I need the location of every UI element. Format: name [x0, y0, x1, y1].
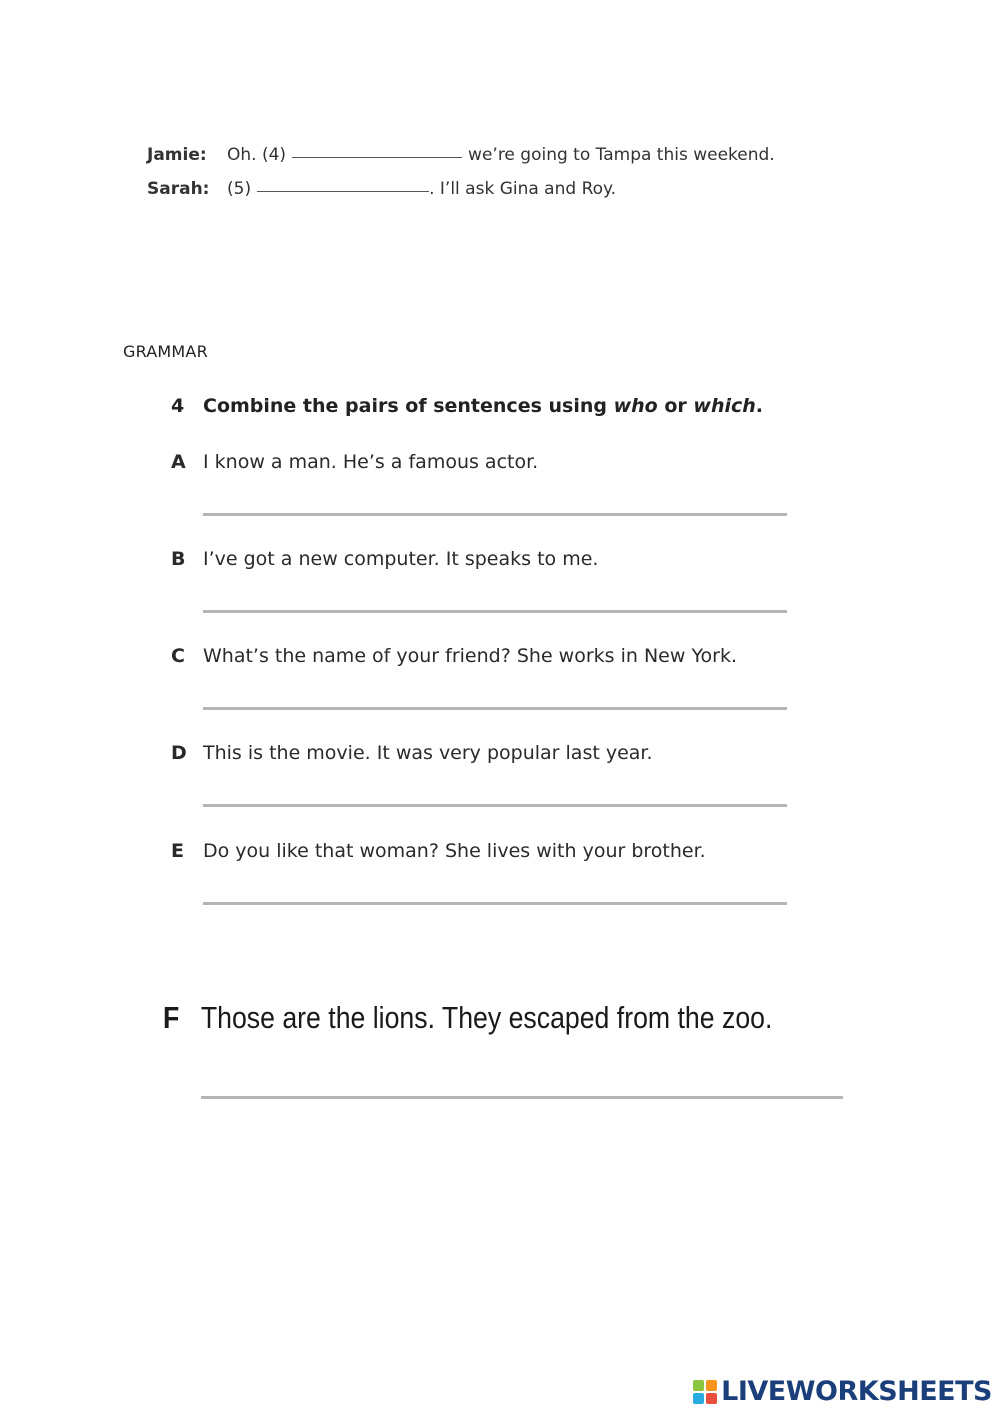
- section-label: GRAMMAR: [123, 342, 208, 361]
- item-text: Those are the lions. They escaped from the zoo.: [200, 1000, 773, 1035]
- liveworksheets-brand: [693, 1376, 992, 1407]
- item-letter: F: [163, 1000, 180, 1035]
- exercise-item-a: [171, 451, 538, 473]
- answer-line-a[interactable]: [203, 513, 787, 516]
- answer-line-f[interactable]: [201, 1096, 843, 1099]
- dialog-line-sarah: [147, 179, 616, 199]
- dialog-text: we’re going to Tampa this weekend.: [468, 145, 775, 165]
- item-text: I know a man. He’s a famous actor.: [203, 451, 539, 473]
- instruction-keyword-which: which: [693, 395, 756, 417]
- exercise-item-e: [171, 840, 706, 862]
- speaker-name: Jamie:: [147, 145, 207, 165]
- exercise-number: 4: [171, 395, 185, 417]
- logo-tile-red: [706, 1393, 717, 1404]
- exercise-item-d: [171, 742, 653, 764]
- item-text: Do you like that woman? She lives with your brother.: [203, 840, 706, 862]
- exercise-item-f: [163, 1000, 772, 1036]
- instruction-text: or: [657, 395, 694, 417]
- logo-tile-green: [693, 1380, 704, 1391]
- answer-line-b[interactable]: [203, 610, 787, 613]
- exercise-instruction: [171, 395, 763, 417]
- logo-tile-orange: [706, 1380, 717, 1391]
- logo-tile-blue: [693, 1393, 704, 1404]
- item-text: This is the movie. It was very popular last year.: [203, 742, 653, 764]
- dialog-line-jamie: [147, 145, 775, 165]
- instruction-text: Combine the pairs of sentences using: [203, 395, 614, 417]
- instruction-keyword-who: who: [613, 395, 658, 417]
- item-text: What’s the name of your friend? She works in New York.: [203, 645, 738, 667]
- liveworksheets-logo-icon: [693, 1380, 717, 1404]
- item-letter: D: [171, 742, 187, 764]
- dialog-text: . I’ll ask Gina and Roy.: [429, 179, 617, 199]
- item-letter: E: [171, 840, 184, 862]
- answer-blank-5[interactable]: [257, 190, 429, 192]
- item-text: I’ve got a new computer. It speaks to me.: [203, 548, 599, 570]
- item-letter: C: [171, 645, 185, 667]
- dialog-text: (5): [227, 179, 252, 199]
- answer-blank-4[interactable]: [292, 156, 462, 158]
- dialog-text: Oh. (4): [227, 145, 287, 165]
- item-letter: A: [171, 451, 186, 473]
- exercise-item-b: [171, 548, 598, 570]
- brand-name: LIVEWORKSHEETS: [721, 1376, 992, 1407]
- speaker-name: Sarah:: [147, 179, 210, 199]
- item-letter: B: [171, 548, 186, 570]
- answer-line-c[interactable]: [203, 707, 787, 710]
- answer-line-d[interactable]: [203, 804, 787, 807]
- exercise-item-c: [171, 645, 737, 667]
- instruction-text: .: [755, 395, 763, 417]
- answer-line-e[interactable]: [203, 902, 787, 905]
